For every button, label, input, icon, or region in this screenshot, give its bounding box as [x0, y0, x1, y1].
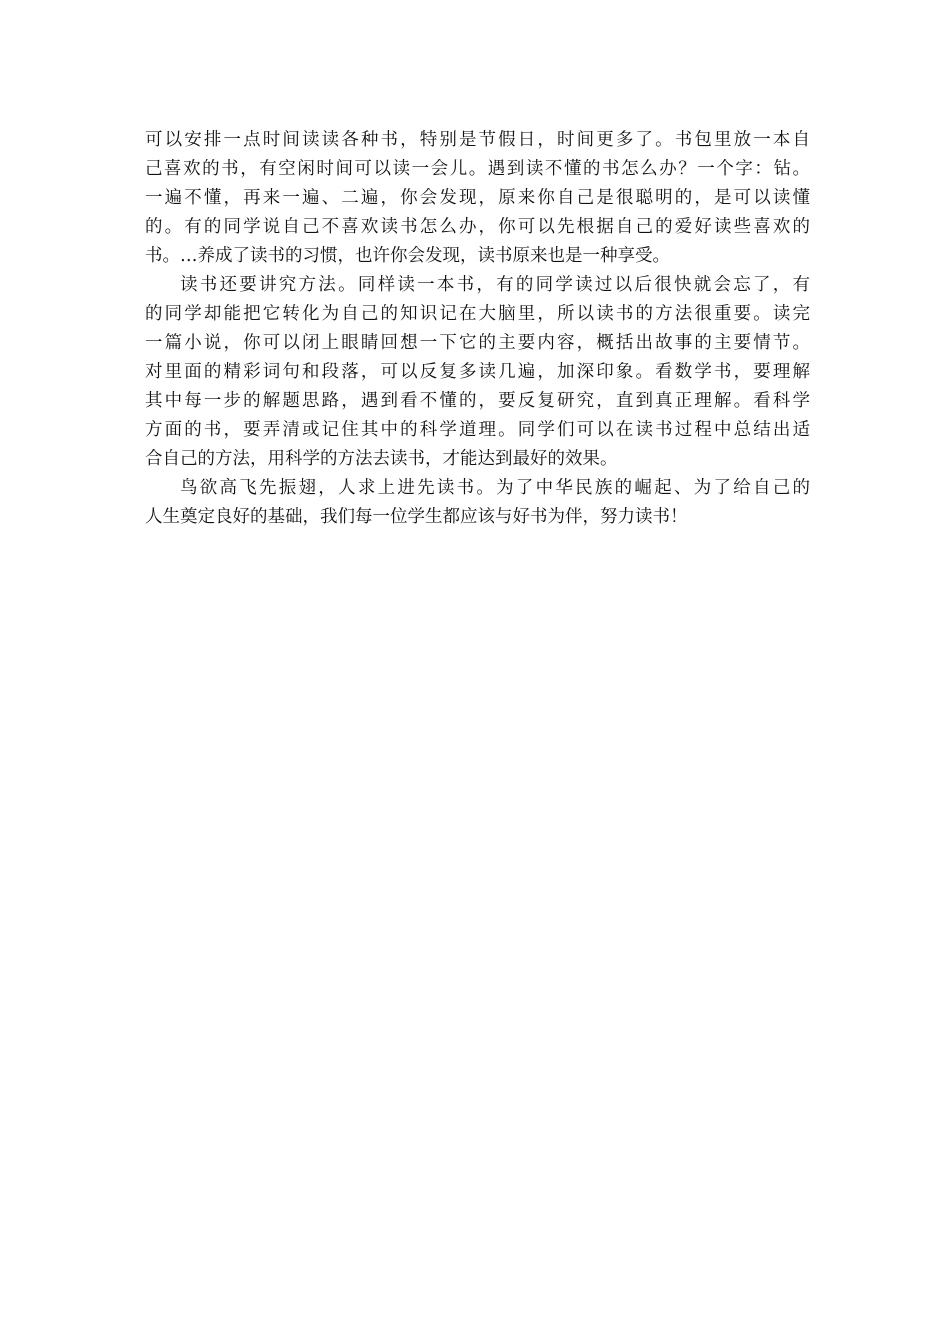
- text-line: 可以安排一点时间读读各种书，特别是节假日，时间更多了。书包里放一本自: [145, 130, 810, 150]
- paragraph-1: [145, 126, 810, 271]
- text-line: 人生奠定良好的基础，我们每一位学生都应该与好书为伴，努力读书！: [145, 507, 688, 527]
- text-line: 鸟欲高飞先振翅，人求上进先读书。为了中华民族的崛起、为了给自己的: [180, 478, 810, 498]
- body-text: [145, 126, 810, 532]
- text-line: 其中每一步的解题思路，遇到看不懂的，要反复研究，直到真正理解。看科学: [145, 391, 810, 411]
- text-line: 读书还要讲究方法。同样读一本书，有的同学读过以后很快就会忘了，有: [180, 275, 810, 295]
- text-line: 一篇小说，你可以闭上眼睛回想一下它的主要内容，概括出故事的主要情节。: [145, 333, 810, 353]
- text-line: 书。…养成了读书的习惯，也许你会发现，读书原来也是一种享受。: [145, 246, 670, 266]
- text-line: 方面的书，要弄清或记住其中的科学道理。同学们可以在读书过程中总结出适: [145, 420, 810, 440]
- text-line: 合自己的方法，用科学的方法去读书，才能达到最好的效果。: [145, 449, 618, 469]
- text-line: 一遍不懂，再来一遍、二遍，你会发现，原来你自己是很聪明的，是可以读懂: [145, 188, 810, 208]
- paragraph-2: [145, 271, 810, 474]
- text-line: 的。有的同学说自己不喜欢读书怎么办，你可以先根据自己的爱好读些喜欢的: [145, 217, 810, 237]
- text-line: 己喜欢的书，有空闲时间可以读一会儿。遇到读不懂的书怎么办？一个字：钻。: [145, 159, 810, 179]
- paragraph-3: [145, 474, 810, 532]
- text-line: 的同学却能把它转化为自己的知识记在大脑里，所以读书的方法很重要。读完: [145, 304, 810, 324]
- text-line: 对里面的精彩词句和段落，可以反复多读几遍，加深印象。看数学书，要理解: [145, 362, 810, 382]
